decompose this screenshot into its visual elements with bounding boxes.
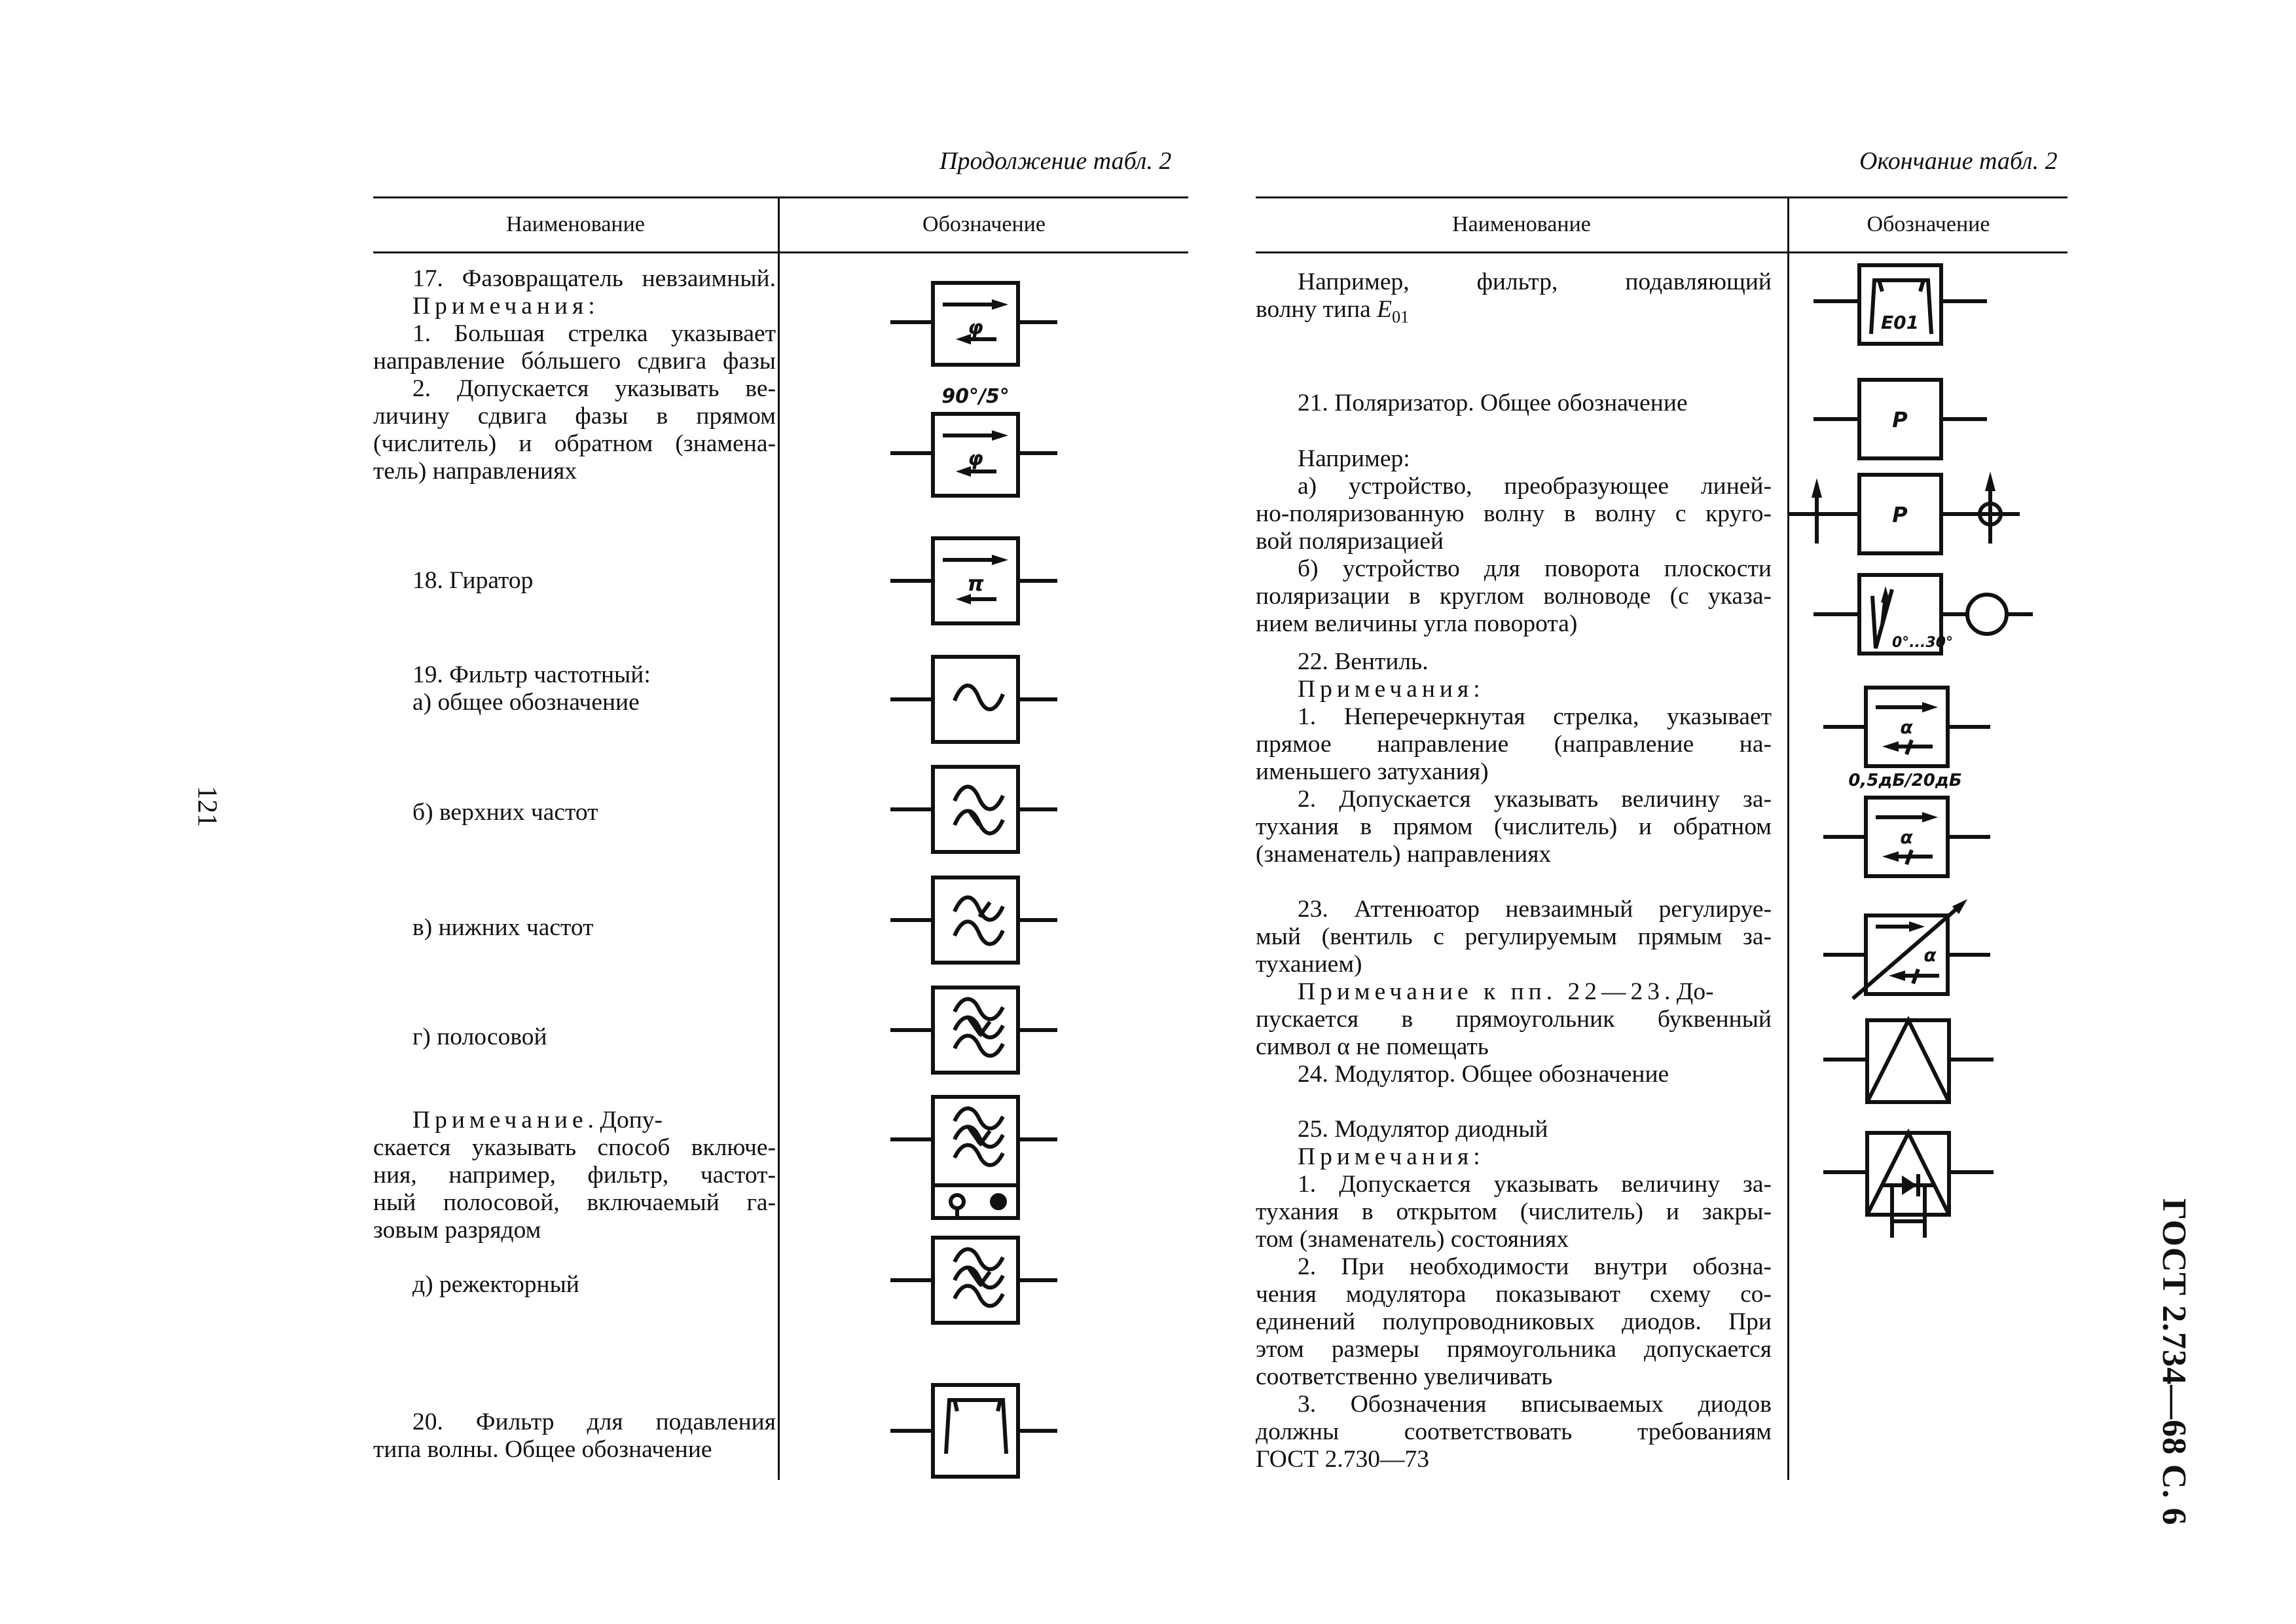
filter-highpass-symbol	[890, 767, 1057, 852]
row19-note-l2: скается указывать способ включе-	[373, 1134, 776, 1161]
row19-note-l1: Примечание. Допу-	[412, 1107, 663, 1134]
filter-lowpass-symbol	[890, 877, 1057, 963]
r23-l2: мый (вентиль с регулируемым прямым за-	[1256, 923, 1772, 950]
left-column-divider	[778, 196, 780, 1480]
r22-notes-label: Примечания:	[1298, 676, 1485, 703]
row20-l2: типа волны. Общее обозначение	[373, 1436, 712, 1463]
r20ex-l1: Например, фильтр, подавляющий	[1298, 268, 1772, 295]
left-col-symbol-header: Обозначение	[922, 212, 1046, 236]
mode-filter-symbol	[890, 1385, 1057, 1477]
r25-note3-l1: 3. Обозначения вписываемых диодов	[1298, 1391, 1772, 1418]
r22-note1-l1: 1. Неперечеркнутая стрелка, указывает	[1298, 703, 1772, 730]
r25-note2-l4: этом размеры прямоугольника допускается	[1256, 1336, 1772, 1363]
row18-title: 18. Гиратор	[412, 567, 534, 594]
left-col-name-header: Наименование	[506, 212, 645, 236]
r25-note1-l1: 1. Допускается указывать величину за-	[1298, 1171, 1772, 1198]
r24-title: 24. Модулятор. Общее обозначение	[1298, 1061, 1669, 1088]
r21-a-l3: вой поляризацией	[1256, 528, 1444, 555]
filter-bandstop-symbol	[890, 1238, 1057, 1323]
r25-note1-l2: тухания в открытом (числитель) и закры-	[1256, 1198, 1772, 1225]
filter-general-symbol	[890, 657, 1057, 742]
p-label-2: P	[1892, 502, 1908, 527]
r22-note2-l2: тухания в прямом (числитель) и обратном	[1256, 813, 1772, 840]
p-label-1: P	[1892, 407, 1908, 432]
row17-notes-label: Примечания:	[412, 293, 600, 320]
row19-d: д) режекторный	[412, 1271, 579, 1298]
r23-l3: туханием)	[1256, 951, 1362, 978]
right-col-symbol-header: Обозначение	[1867, 212, 1990, 236]
row17-note2-l4: тель) направлениях	[373, 458, 577, 485]
r23-note-l3: символ α не помещать	[1256, 1033, 1489, 1060]
row19-note-l5: зовым разрядом	[373, 1217, 541, 1244]
pi-label: π	[967, 571, 984, 596]
r23-l1: 23. Аттенюатор невзаимный регулируе-	[1298, 896, 1772, 923]
r21-title: 21. Поляризатор. Общее обозначение	[1298, 390, 1688, 416]
modulator-symbol	[1823, 1020, 1994, 1102]
r21-a-l2: но-поляризованную волну в волну с круго-	[1256, 500, 1772, 527]
alpha-label-2: α	[1900, 826, 1913, 848]
phase-ratio-label: 90°/5°	[941, 385, 1010, 408]
row17-note1-l2: направление бóльшего сдвига фазы	[373, 348, 776, 375]
r21-b-l2: поляризации в круглом волноводе (с указа-	[1256, 583, 1772, 610]
r25-note3-l2: должны соответствовать требованиям	[1256, 1418, 1772, 1445]
row19-b: б) верхних частот	[412, 799, 598, 826]
filter-bandpass-symbol	[890, 987, 1057, 1073]
row20-l1: 20. Фильтр для подавления	[412, 1409, 776, 1435]
adjustable-attenuator-symbol	[1823, 899, 1990, 999]
r25-note3-l3: ГОСТ 2.730—73	[1256, 1446, 1429, 1473]
r22-note2-l1: 2. Допускается указывать величину за-	[1298, 786, 1772, 813]
r21-b-l1: б) устройство для поворота плоскости	[1298, 555, 1772, 582]
row19-v: в) нижних частот	[412, 914, 594, 941]
r20ex-l2: волну типа $E_{01}$	[1256, 296, 1410, 327]
r25-note2-l2: чения модулятора показывают схему со-	[1256, 1281, 1772, 1308]
right-col-name-header: Наименование	[1452, 212, 1591, 236]
row17-note2-l1: 2. Допускается указывать ве-	[412, 375, 776, 402]
r22-note1-l3: именьшего затухания)	[1256, 758, 1489, 785]
row17-note2-l2: личину сдвига фазы в прямом	[373, 403, 776, 430]
r25-note1-l3: том (знаменатель) состояниях	[1256, 1226, 1569, 1253]
filter-gas-discharge-symbol	[890, 1097, 1057, 1218]
row19-title: 19. Фильтр частотный:	[412, 661, 651, 688]
row19-a: а) общее обозначение	[412, 689, 640, 716]
r22-note1-l2: прямое направление (направление на-	[1256, 731, 1772, 758]
r22-note2-l3: (знаменатель) направлениях	[1256, 841, 1552, 868]
row19-g: г) полосовой	[412, 1024, 547, 1050]
r22-title: 22. Вентиль.	[1298, 648, 1429, 675]
row19-note-l4: ный полосовой, включаемый га-	[373, 1189, 776, 1216]
r23-note-l1: Примечание к пп. 22—23. До-	[1298, 978, 1714, 1005]
row17-note1-l1: 1. Большая стрелка указывает	[412, 320, 776, 347]
diode-modulator-symbol	[1823, 1133, 1994, 1238]
right-header-bottom-rule	[1256, 251, 2068, 253]
r25-note2-l1: 2. При необходимости внутри обозна-	[1298, 1253, 1772, 1280]
r25-title: 25. Модулятор диодный	[1298, 1116, 1548, 1143]
alpha-label-3: α	[1923, 944, 1937, 966]
e01-label: E01	[1880, 312, 1920, 333]
left-header-bottom-rule	[373, 251, 1188, 253]
left-table-caption: Продолжение табл. 2	[939, 147, 1172, 175]
phi-label-1: φ	[968, 316, 983, 339]
right-symbols-canvas	[1787, 255, 2069, 1316]
right-table-caption: Окончание табл. 2	[1859, 147, 2058, 175]
phi-label-2: φ	[968, 447, 983, 470]
row19-note-l3: ния, например, фильтр, частот-	[373, 1162, 776, 1189]
r25-note2-l5: соответственно увеличивать	[1256, 1363, 1553, 1390]
left-symbols-canvas	[851, 262, 1100, 1493]
page-number: 121	[192, 786, 222, 827]
row17-note2-l3: (числитель) и обратном (знамена-	[373, 430, 776, 457]
row17-title: 17. Фазовращатель невзаимный.	[412, 265, 776, 292]
r21-a-l1: а) устройство, преобразующее линей-	[1298, 473, 1772, 500]
angle-label: 0°...30°	[1892, 635, 1953, 651]
r21-example: Например:	[1298, 445, 1410, 472]
right-header-top-rule	[1256, 196, 2068, 198]
gost-side-stamp: ГОСТ 2.734—68 С. 6	[2155, 1198, 2193, 1526]
alpha-label-1: α	[1900, 716, 1913, 738]
r21-b-l3: нием величины угла поворота)	[1256, 610, 1578, 637]
r25-notes-label: Примечания:	[1298, 1143, 1485, 1170]
r23-note-l2: пускается в прямоугольник буквенный	[1256, 1006, 1772, 1033]
r25-note2-l3: единений полупроводниковых диодов. При	[1256, 1308, 1772, 1335]
left-header-top-rule	[373, 196, 1188, 198]
atten-ratio-label: 0,5дБ/20дБ	[1848, 771, 1962, 790]
